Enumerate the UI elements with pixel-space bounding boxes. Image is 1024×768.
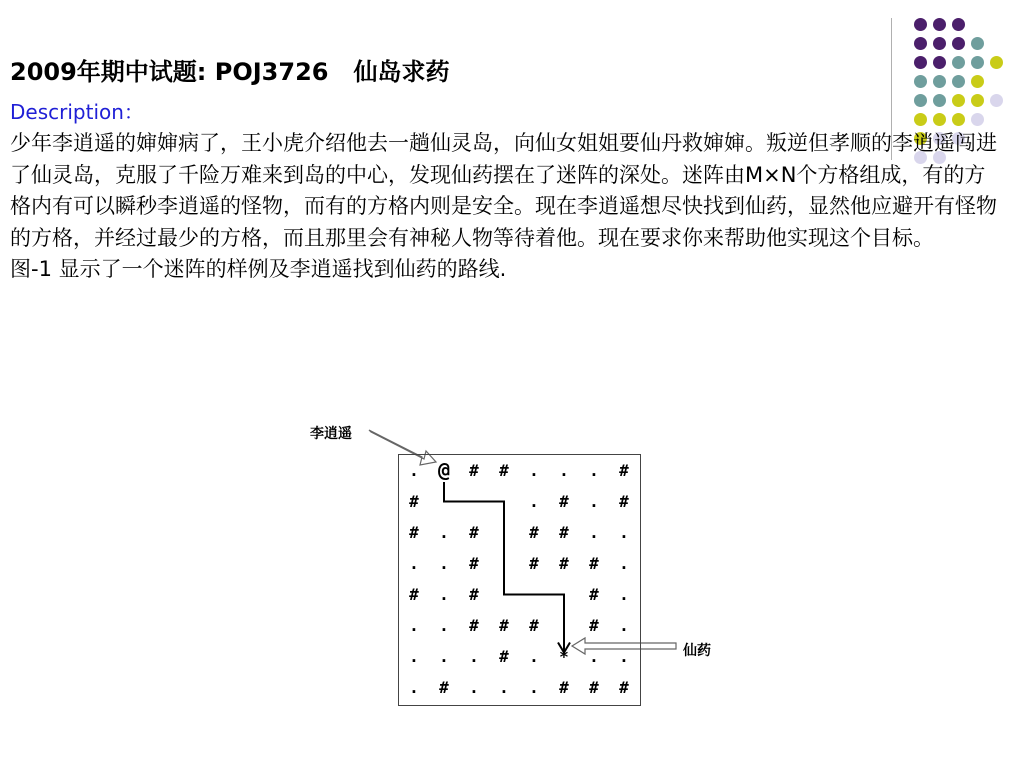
- maze-cell: #: [439, 678, 449, 697]
- maze-cell: .: [619, 523, 629, 542]
- maze-cell: #: [619, 461, 629, 480]
- maze-cell: .: [409, 616, 419, 635]
- maze-cell: #: [409, 492, 419, 511]
- maze-cell: #: [559, 492, 569, 511]
- maze-cell: .: [619, 554, 629, 573]
- maze-grid: [398, 454, 641, 706]
- maze-cell: #: [589, 678, 599, 697]
- description-label: Description：: [10, 100, 144, 124]
- maze-cell: #: [529, 616, 539, 635]
- maze-cell: #: [559, 554, 569, 573]
- maze-cell: .: [619, 585, 629, 604]
- maze-cell: .: [529, 492, 539, 511]
- maze-cell: [519, 579, 549, 610]
- title-name: 仙岛求药: [353, 58, 450, 86]
- maze-cell: #: [409, 585, 419, 604]
- problem-paragraph: 少年李逍遥的婶婶病了，王小虎介绍他去一趟仙灵岛，向仙女姐姐要仙丹救婶婶。叛逆但孝顺的李逍遥闯进了仙灵岛，克服了千险万难来到岛的中心，发现仙药摆在了迷阵的深处。迷阵由M×N个方格组成，有的方格内有可以瞬秒李逍遥的怪物，而有的方格内则是安全。现在李逍遥想尽快找到仙药，显然他应避开有怪物的方格，并经过最少的方格，而且那里会有神秘人物等待着他。现在要求你来帮助他实现这个目标。: [10, 131, 997, 250]
- maze-cell: .: [589, 647, 599, 666]
- maze-cell: #: [529, 523, 539, 542]
- maze-cell: [429, 486, 459, 517]
- maze-cell: #: [469, 523, 479, 542]
- maze-cell: #: [559, 523, 569, 542]
- maze-cell: .: [529, 678, 539, 697]
- maze-cell: [459, 486, 489, 517]
- maze-cell: #: [529, 554, 539, 573]
- maze-cell: .: [589, 523, 599, 542]
- maze-cell: #: [559, 678, 569, 697]
- maze-cell: #: [589, 554, 599, 573]
- maze-cell: .: [559, 461, 569, 480]
- maze-cell: .: [589, 492, 599, 511]
- maze-cell: #: [499, 647, 509, 666]
- maze-cell: .: [529, 647, 539, 666]
- maze-cell: .: [409, 678, 419, 697]
- maze-cell: [549, 610, 579, 641]
- maze-cell: #: [589, 585, 599, 604]
- maze-cell: #: [619, 492, 629, 511]
- maze-cell: .: [469, 647, 479, 666]
- maze-cell: #: [469, 616, 479, 635]
- title-prefix: 2009年期中试题: POJ3726: [10, 58, 329, 86]
- maze-cell: .: [439, 585, 449, 604]
- maze-cell: .: [439, 647, 449, 666]
- maze-cell: #: [469, 554, 479, 573]
- maze-cell: .: [409, 461, 419, 480]
- maze-cell: *: [559, 647, 569, 666]
- maze-cell: #: [619, 678, 629, 697]
- maze-cell: .: [619, 616, 629, 635]
- figure-caption: 图-1 显示了一个迷阵的样例及李逍遥找到仙药的路线.: [10, 257, 507, 281]
- start-callout-label: 李逍遥: [310, 426, 352, 442]
- maze-cell: .: [619, 647, 629, 666]
- maze-cell: [489, 548, 519, 579]
- maze-cell: [489, 486, 519, 517]
- maze-cell: .: [469, 678, 479, 697]
- maze-cell: #: [499, 616, 509, 635]
- maze-cell: .: [409, 647, 419, 666]
- maze-cell: [489, 579, 519, 610]
- maze-cell: #: [589, 616, 599, 635]
- maze-cell: .: [499, 678, 509, 697]
- maze-cell: [549, 579, 579, 610]
- maze-cell: .: [529, 461, 539, 480]
- maze-cell: .: [409, 554, 419, 573]
- goal-callout-label: 仙药: [683, 643, 711, 659]
- maze-cell: .: [439, 616, 449, 635]
- maze-cell: .: [439, 523, 449, 542]
- maze-cell: [489, 517, 519, 548]
- maze-cell: #: [469, 585, 479, 604]
- maze-cell: @: [437, 458, 451, 482]
- maze-cell: .: [439, 554, 449, 573]
- maze-cell: #: [469, 461, 479, 480]
- maze-cell: .: [589, 461, 599, 480]
- maze-cell: #: [499, 461, 509, 480]
- maze-cell: #: [409, 523, 419, 542]
